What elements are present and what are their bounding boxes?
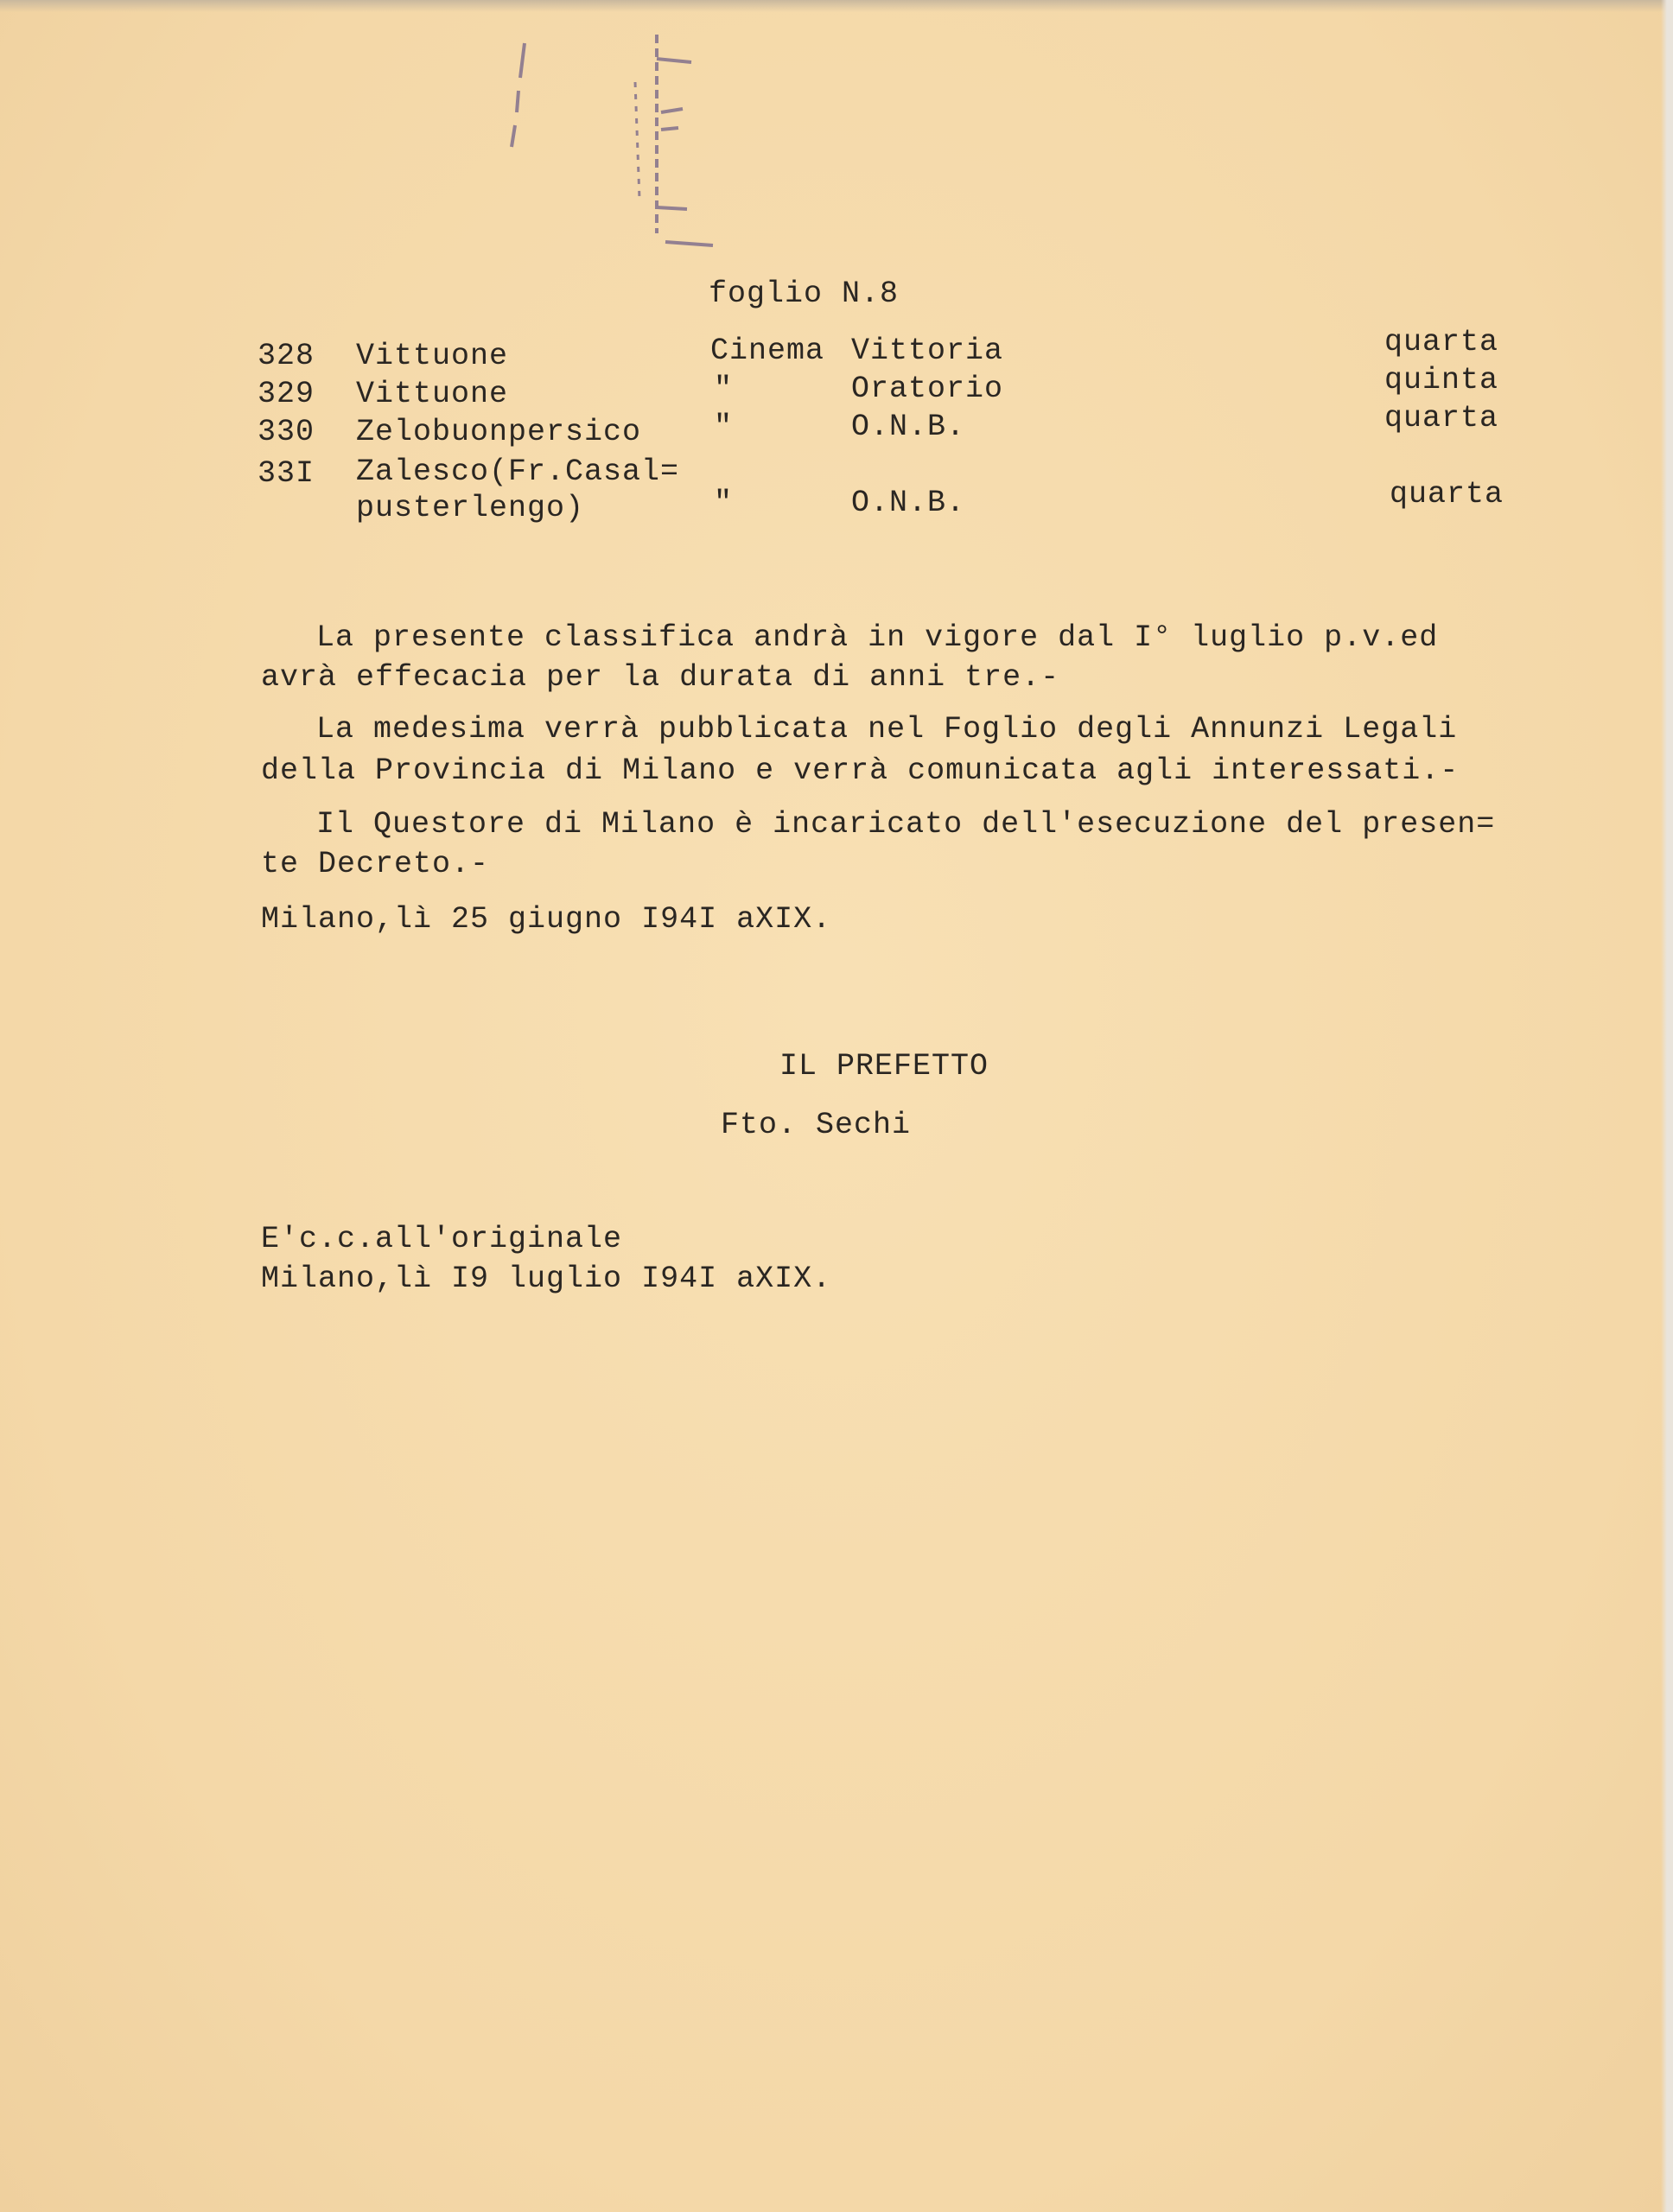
- entry-number: 329: [258, 377, 315, 411]
- certification-line2: Milano,lì I9 luglio I94I aXIX.: [261, 1262, 832, 1296]
- stamp-mark: [510, 26, 769, 259]
- signatory-name: Fto. Sechi: [721, 1108, 912, 1142]
- entry-place: Zalesco(Fr.Casal=: [356, 454, 680, 489]
- entry-place: Vittuone: [356, 377, 509, 411]
- entry-type: ": [714, 486, 734, 520]
- entry-venue: O.N.B.: [851, 486, 966, 520]
- paragraph-validity-line1: La presente classifica andrà in vigore dal I° luglio p.v.ed: [316, 620, 1439, 655]
- entry-class: quinta: [1384, 363, 1499, 397]
- entry-number: 33I: [258, 456, 315, 491]
- certification-line1: E'c.c.all'originale: [261, 1222, 623, 1256]
- signatory-title: IL PREFETTO: [779, 1049, 989, 1084]
- entry-class: quarta: [1390, 477, 1504, 512]
- entry-place-continuation: pusterlengo): [356, 491, 585, 525]
- entry-number: 330: [258, 415, 315, 449]
- paragraph-execution-line1: Il Questore di Milano è incaricato dell'esecuzione del presen=: [316, 807, 1496, 842]
- entry-class: quarta: [1384, 325, 1499, 359]
- entry-type: Cinema: [710, 334, 825, 368]
- entry-class: quarta: [1384, 401, 1499, 435]
- paragraph-publication-line1: La medesima verrà pubblicata nel Foglio degli Annunzi Legali: [316, 712, 1458, 747]
- paragraph-validity-line2: avrà effecacia per la durata di anni tre.-: [261, 660, 1060, 695]
- sheet-number: foglio N.8: [709, 276, 900, 311]
- entry-number: 328: [258, 339, 315, 373]
- entry-place: Vittuone: [356, 339, 509, 373]
- paragraph-publication-line2: della Provincia di Milano e verrà comunicata agli interessati.-: [261, 753, 1460, 788]
- entry-venue: Vittoria: [851, 334, 1004, 368]
- decree-date: Milano,lì 25 giugno I94I aXIX.: [261, 902, 832, 937]
- scan-edge-right: [1661, 0, 1673, 2212]
- entry-place: Zelobuonpersico: [356, 415, 642, 449]
- paragraph-execution-line2: te Decreto.-: [261, 847, 490, 881]
- entry-type: ": [714, 410, 734, 444]
- entry-type: ": [714, 372, 734, 406]
- entry-venue: O.N.B.: [851, 410, 966, 444]
- scan-edge-top: [0, 0, 1673, 12]
- entry-venue: Oratorio: [851, 372, 1004, 406]
